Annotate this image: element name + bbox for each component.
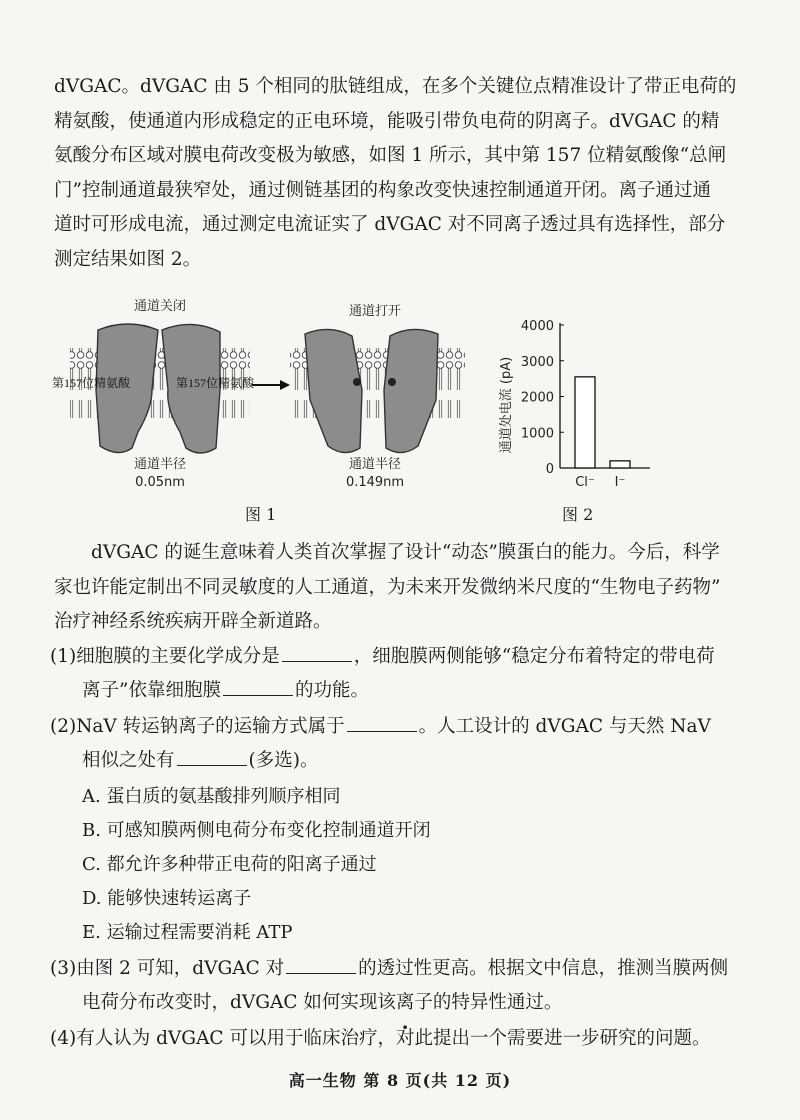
figure-1-caption: 图 1: [245, 505, 277, 524]
q3-text-c: 电荷分布改变时，dVGAC 如何实现: [82, 992, 378, 1013]
q1-text-d: 的功能。: [294, 680, 369, 701]
closed-title: 通道关闭: [133, 299, 187, 314]
arg157-label-right: 第157位精氨酸: [176, 376, 255, 390]
y-tick-label: 2000: [520, 390, 554, 406]
x-tick-label: Cl⁻: [575, 475, 595, 490]
arrow-head-icon: [280, 380, 290, 390]
intro-line: 精氨酸，使通道内形成稳定的正电环境，能吸引带负电荷的阴离子。dVGAC 的精: [54, 110, 720, 132]
para2-line: dVGAC 的诞生意味着人类首次掌握了设计“动态”膜蛋白的能力。今后，科学: [91, 542, 720, 563]
answer-blank[interactable]: [286, 972, 356, 974]
open-radius-label: 通道半径: [348, 457, 402, 472]
bar-iodide: [610, 461, 630, 468]
intro-paragraph: [54, 70, 754, 277]
arginine-sidechain-icon: [353, 378, 361, 386]
option-d[interactable]: D. 能够快速转运离子: [82, 888, 252, 909]
option-c[interactable]: C. 都允许多种带正电荷的阳离子通过: [82, 854, 377, 875]
answer-blank[interactable]: [177, 764, 247, 766]
figure-2-bar-chart: [490, 300, 700, 500]
q1-text-c: 离子”依靠细胞膜: [82, 680, 221, 701]
intro-line: dVGAC。dVGAC 由 5 个相同的肽链组成，在多个关键位点精准设计了带正电荷的: [54, 76, 737, 97]
closed-radius-label: 通道半径: [133, 457, 187, 472]
q3-emphasis: 该离子: [377, 992, 433, 1013]
question-1: [50, 640, 770, 708]
x-tick-label: I⁻: [614, 475, 626, 490]
figure-1-channel-diagram: [40, 290, 480, 505]
intro-line: 道时可形成电流，通过测定电流证实了 dVGAC 对不同离子透过具有选择性，部分: [54, 214, 726, 235]
q3-text-d: 的特异性通过。: [432, 992, 563, 1013]
q1-text-b: ，细胞膜两侧能够“稳定分布着特定的带电荷: [353, 646, 715, 667]
y-axis-label: 通道处电流 (pA): [499, 356, 514, 454]
y-tick-label: 1000: [520, 426, 554, 442]
q2-text-b: 。人工设计的 dVGAC 与天然 NaV: [418, 716, 711, 737]
answer-blank[interactable]: [223, 694, 293, 696]
intro-line: 门”控制通道最狭窄处，通过侧链基团的构象改变快速控制通道开闭。离子通过通: [54, 179, 711, 201]
option-e[interactable]: E. 运输过程需要消耗 ATP: [82, 922, 293, 943]
intro-line: 氨酸分布区域对膜电荷改变极为敏感，如图 1 所示，其中第 157 位精氨酸像“总闸: [54, 145, 727, 166]
arginine-sidechain-icon: [388, 378, 396, 386]
answer-blank[interactable]: [282, 660, 352, 662]
channel-subunit-left-open: [305, 329, 362, 452]
question-2: [50, 710, 770, 778]
bar-chloride: [575, 377, 595, 468]
q2-text-a: (2)NaV 转运钠离子的运输方式属于: [50, 716, 345, 737]
closed-radius-value: 0.05nm: [135, 475, 185, 490]
intro-line: 测定结果如图 2。: [54, 248, 202, 270]
para2-line: 家也许能定制出不同灵敏度的人工通道，为未来开发微纳米尺度的“生物电子药物”: [54, 576, 721, 598]
q1-text-a: (1)细胞膜的主要化学成分是: [50, 646, 280, 667]
option-b[interactable]: B. 可感知膜两侧电荷分布变化控制通道开闭: [82, 820, 431, 841]
q3-text-b: 的透过性更高。根据文中信息，推测当膜两侧: [358, 958, 729, 979]
y-tick-label: 4000: [520, 319, 554, 334]
figure-2-caption: 图 2: [562, 505, 594, 524]
page-footer: 高一生物 第 8 页(共 12 页): [288, 1071, 512, 1090]
q2-text-c: 相似之处有: [82, 750, 175, 771]
y-tick-label: 0: [545, 462, 554, 477]
open-radius-value: 0.149nm: [345, 475, 405, 490]
q3-text-a: (3)由图 2 可知，dVGAC 对: [50, 958, 285, 979]
para2-line: 治疗神经系统疾病开辟全新道路。: [54, 611, 332, 632]
answer-blank[interactable]: [347, 730, 417, 732]
open-title: 通道打开: [348, 304, 402, 319]
arg157-label-left: 第157位精氨酸: [52, 376, 131, 390]
channel-subunit-right-open: [384, 329, 438, 452]
paragraph-2: [54, 536, 754, 640]
y-tick-label: 3000: [520, 354, 554, 370]
q2-text-d: (多选)。: [248, 750, 319, 771]
option-a[interactable]: A. 蛋白质的氨基酸排列顺序相同: [82, 786, 341, 807]
question-4: (4)有人认为 dVGAC 可以用于临床治疗，对此提出一个需要进一步研究的问题。: [50, 1028, 711, 1049]
question-3: [50, 952, 770, 1020]
